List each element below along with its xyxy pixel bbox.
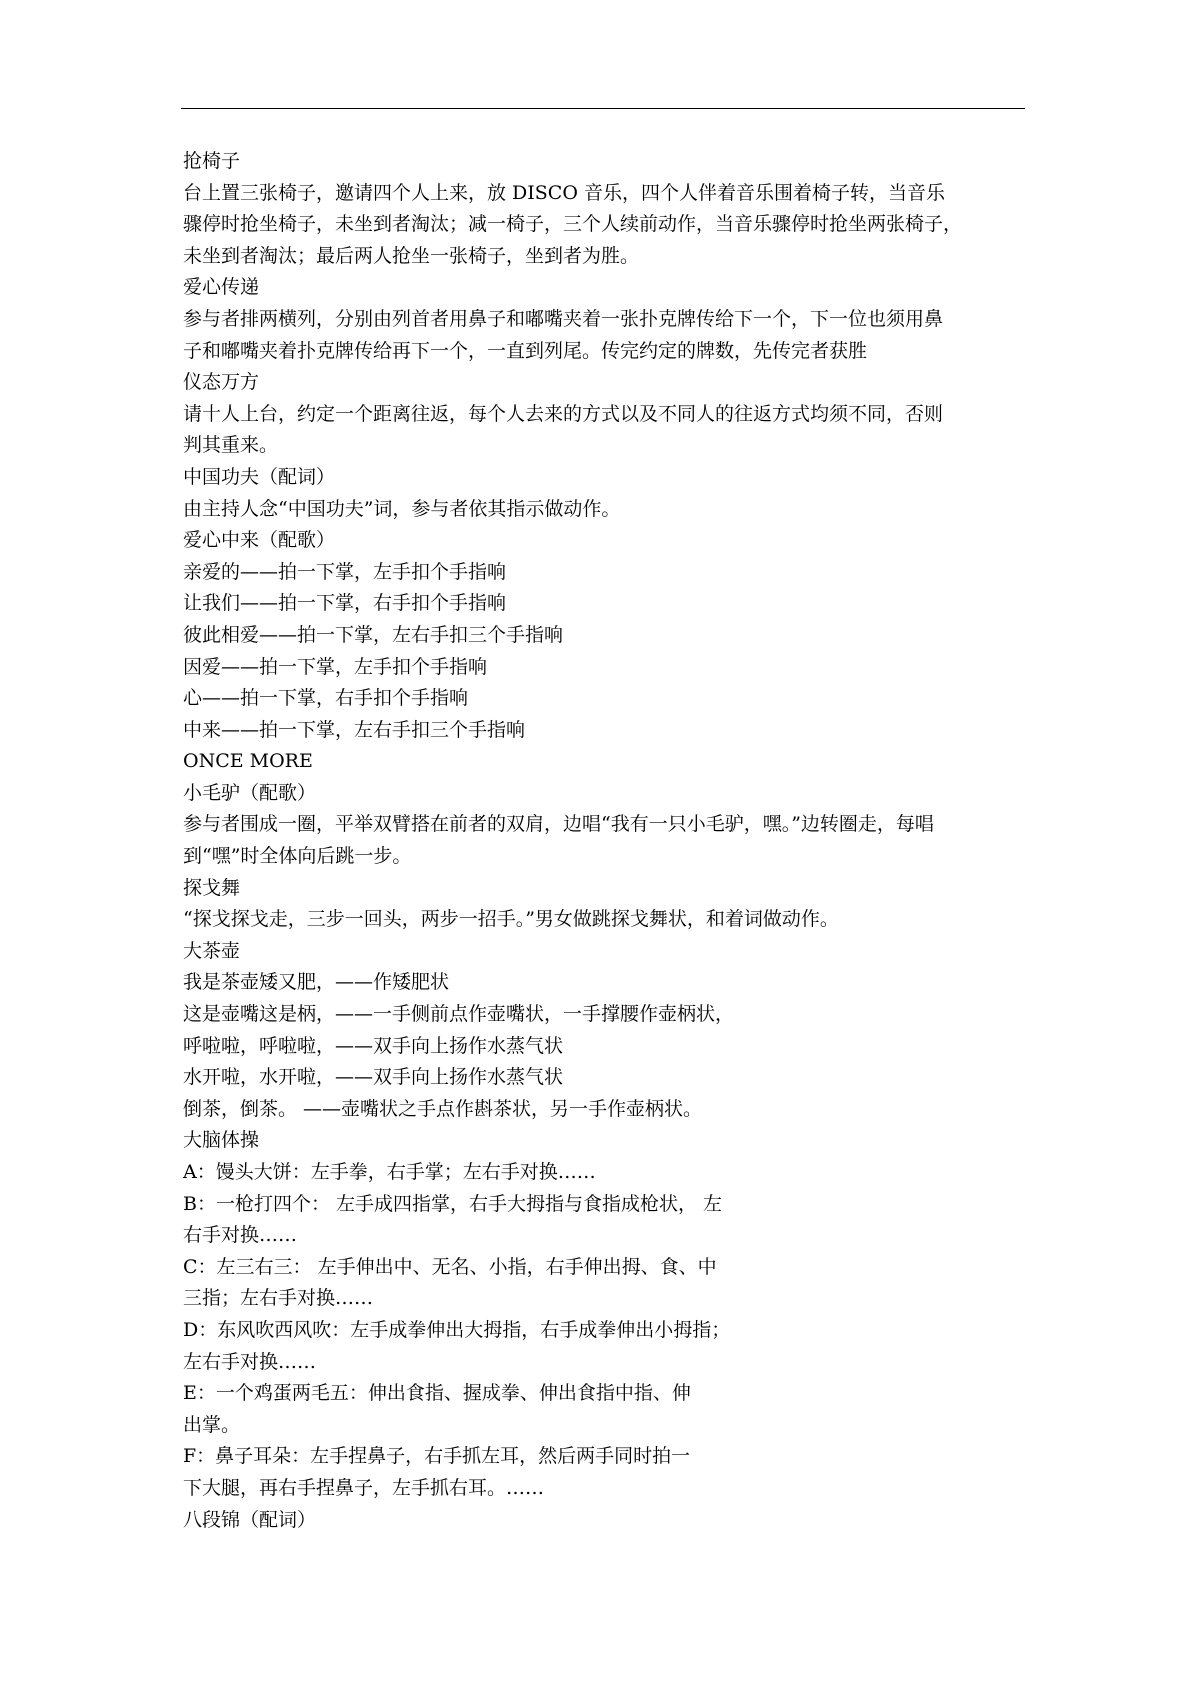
lyric-line: 亲爱的——拍一下掌，左手扣个手指响 (183, 560, 507, 583)
paragraph-line: 判其重来。 (183, 434, 279, 457)
list-item-line: 三指；左右手对换…… (183, 1287, 374, 1310)
lyric-line: ONCE MORE (183, 750, 313, 773)
paragraph-line: 参与者围成一圈，平举双臂搭在前者的双肩，边唱“我有一只小毛驴，嘿。”边转圈走，每唱 (183, 813, 934, 836)
lyric-line: 彼此相爱——拍一下掌，左右手扣三个手指响 (183, 623, 564, 646)
heading-aixin-chuandi: 爱心传递 (183, 276, 260, 299)
paragraph-line: 参与者排两横列，分别由列首者用鼻子和嘟嘴夹着一张扑克牌传给下一个，下一位也须用鼻 (183, 307, 944, 330)
lyric-line: 因爱——拍一下掌，左手扣个手指响 (183, 655, 488, 678)
lyric-line: 我是茶壶矮又肥，——作矮肥状 (183, 971, 450, 994)
lyric-line: 中来——拍一下掌，左右手扣三个手指响 (183, 718, 526, 741)
paragraph-line: 骤停时抢坐椅子，未坐到者淘汰；减一椅子，三个人续前动作，当音乐骤停时抢坐两张椅子， (183, 213, 963, 236)
list-item-line: 左右手对换…… (183, 1350, 317, 1373)
list-item-line: F：鼻子耳朵：左手捏鼻子，右手抓左耳，然后两手同时拍一 (183, 1445, 691, 1468)
list-item-line: 下大腿，再右手捏鼻子，左手抓右耳。…… (183, 1476, 545, 1499)
list-item-line: 出掌。 (183, 1413, 241, 1436)
lyric-line: 让我们——拍一下掌，右手扣个手指响 (183, 592, 507, 615)
lyric-line: 心——拍一下掌，右手扣个手指响 (183, 687, 469, 710)
heading-da-chahu: 大茶壶 (183, 939, 241, 962)
header-rule (181, 108, 1025, 109)
heading-danao-ticao: 大脑体操 (183, 1129, 260, 1152)
list-item-line: C：左三右三： 左手伸出中、无名、小指，右手伸出拇、食、中 (183, 1255, 717, 1278)
lyric-line: 水开啦，水开啦，——双手向上扬作水蒸气状 (183, 1066, 564, 1089)
list-item-line: E：一个鸡蛋两毛五：伸出食指、握成拳、伸出食指中指、伸 (183, 1382, 691, 1405)
paragraph-line: 由主持人念“中国功夫”词，参与者依其指示做动作。 (183, 497, 621, 520)
paragraph-line: 到“嘿”时全体向后跳一步。 (183, 845, 412, 868)
lyric-line: 呼啦啦，呼啦啦，——双手向上扬作水蒸气状 (183, 1034, 564, 1057)
list-item-line: A：馒头大饼：左手拳，右手掌；左右手对换…… (183, 1161, 596, 1183)
list-item-line: B：一枪打四个： 左手成四指掌，右手大拇指与食指成枪状， 左 (183, 1192, 723, 1215)
paragraph-line: 未坐到者淘汰；最后两人抢坐一张椅子，坐到者为胜。 (183, 244, 640, 267)
list-item-line: 右手对换…… (183, 1224, 298, 1247)
paragraph-line: 请十人上台，约定一个距离往返，每个人去来的方式以及不同人的往返方式均须不同，否则 (183, 402, 944, 425)
paragraph-line: 台上置三张椅子，邀请四个人上来，放 DISCO 音乐，四个人伴着音乐围着椅子转，当音乐 (183, 181, 945, 204)
heading-aixin-zhonglai: 爱心中来（配歌） (183, 529, 336, 552)
paragraph-line: 子和嘟嘴夹着扑克牌传给再下一个，一直到列尾。传完约定的牌数，先传完者获胜 (183, 339, 868, 362)
paragraph-line: “探戈探戈走，三步一回头，两步一招手。”男女做跳探戈舞状，和着词做动作。 (183, 908, 839, 931)
lyric-line: 这是壶嘴这是柄，——一手侧前点作壶嘴状，一手撑腰作壶柄状， (183, 1003, 735, 1026)
heading-tange-wu: 探戈舞 (183, 876, 241, 899)
heading-qiang-yizi: 抢椅子 (183, 150, 241, 172)
heading-xiao-maolv: 小毛驴（配歌） (183, 781, 317, 804)
heading-yitai-wanfang: 仪态万方 (183, 371, 260, 394)
heading-baduanjin: 八段锦（配词） (183, 1508, 317, 1531)
document-body (183, 146, 1025, 1536)
heading-zhongguo-gongfu: 中国功夫（配词） (183, 465, 336, 488)
list-item-line: D：东风吹西风吹：左手成拳伸出大拇指，右手成拳伸出小拇指； (183, 1318, 731, 1341)
lyric-line: 倒茶，倒茶。 ——壶嘴状之手点作斟茶状，另一手作壶柄状。 (183, 1097, 703, 1120)
